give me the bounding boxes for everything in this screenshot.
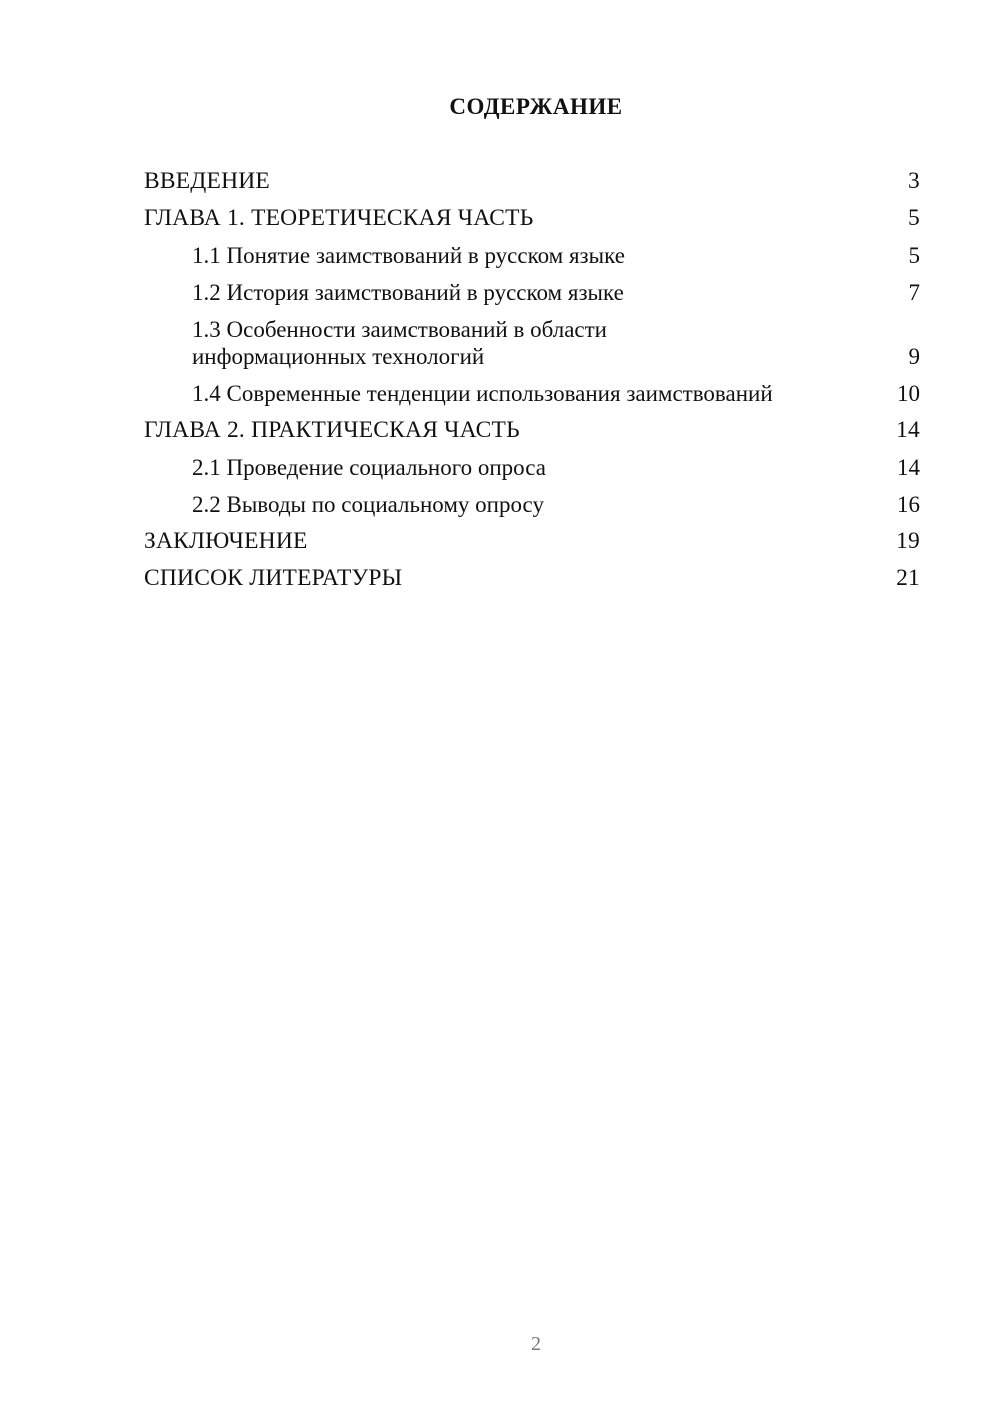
toc-entry-page: 19 (896, 528, 920, 554)
toc-entry-section-1-2[interactable] (144, 279, 920, 306)
toc-entry-page: 3 (908, 168, 920, 194)
toc-entry-bibliography[interactable] (144, 565, 920, 592)
toc-entry-introduction[interactable] (144, 168, 920, 195)
toc-entry-page: 16 (897, 492, 920, 517)
page-title: СОДЕРЖАНИЕ (449, 94, 623, 119)
toc-entry-label: 2.1 Проведение социального опроса (192, 455, 546, 480)
table-of-contents (144, 168, 920, 602)
toc-entry-section-1-4[interactable] (144, 380, 920, 407)
toc-entry-conclusion[interactable] (144, 528, 920, 555)
toc-entry-page: 14 (896, 417, 920, 443)
toc-entry-section-1-1[interactable] (144, 242, 920, 269)
toc-entry-label: ГЛАВА 2. ПРАКТИЧЕСКАЯ ЧАСТЬ (144, 417, 520, 443)
toc-entry-page: 7 (908, 280, 920, 305)
toc-entry-label: СПИСОК ЛИТЕРАТУРЫ (144, 565, 403, 591)
toc-entry-section-2-1[interactable] (144, 454, 920, 481)
toc-entry-label-line-2: информационных технологий (192, 344, 485, 369)
toc-entry-page: 9 (908, 344, 920, 369)
toc-entry-chapter-1[interactable] (144, 205, 920, 232)
toc-entry-page: 5 (908, 205, 920, 231)
toc-entry-section-1-3[interactable] (144, 316, 920, 370)
toc-entry-label: 2.2 Выводы по социальному опросу (192, 492, 544, 517)
toc-entry-label: 1.2 История заимствований в русском языке (192, 280, 624, 305)
toc-entry-label: ВВЕДЕНИЕ (144, 168, 270, 194)
toc-entry-page: 10 (897, 381, 920, 406)
toc-entry-page: 14 (897, 455, 920, 480)
toc-entry-label: 1.1 Понятие заимствований в русском языке (192, 243, 625, 268)
toc-entry-label: ЗАКЛЮЧЕНИЕ (144, 528, 308, 554)
page-number: 2 (531, 1333, 541, 1355)
toc-entry-label (192, 316, 890, 370)
toc-entry-label: 1.4 Современные тенденции использования заимствований (192, 381, 773, 406)
toc-entry-page: 21 (896, 565, 920, 591)
toc-entry-label: ГЛАВА 1. ТЕОРЕТИЧЕСКАЯ ЧАСТЬ (144, 205, 534, 231)
toc-entry-chapter-2[interactable] (144, 417, 920, 444)
toc-entry-section-2-2[interactable] (144, 491, 920, 518)
toc-entry-page: 5 (908, 243, 920, 268)
toc-entry-label-line-1: 1.3 Особенности заимствований в области (192, 317, 607, 342)
